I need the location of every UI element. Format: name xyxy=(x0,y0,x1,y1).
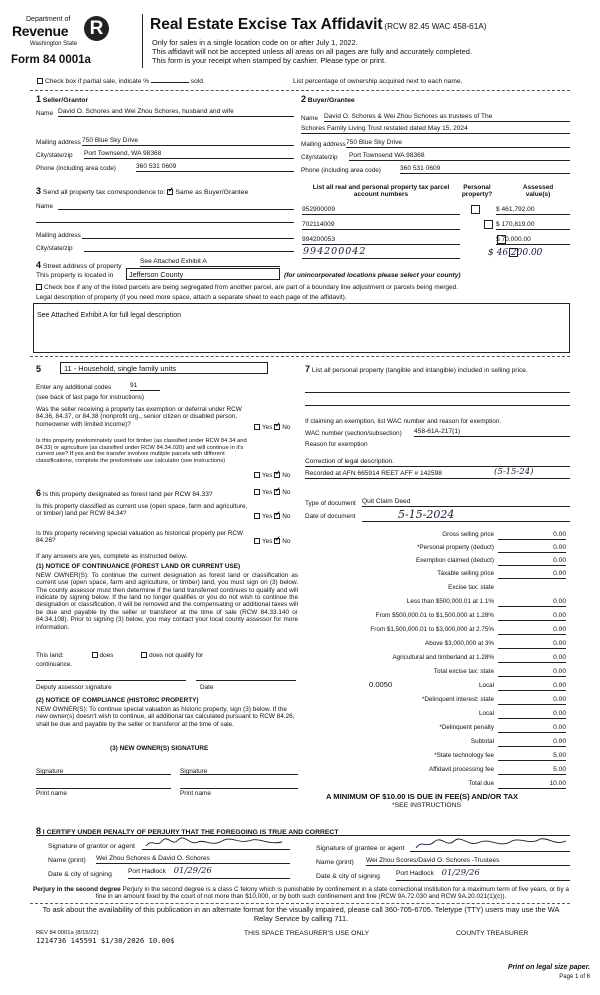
timber-question: Is this property predominately used for timber (as classified under RCW 84.34 and 84.33) or agriculture (as classified under RCW 84.34.020) and will continue in it's current use? If yes and the transfer involves multiple parcels with different classifications, complete the predominate use calculator (see instructions) xyxy=(36,438,247,464)
tax-row-label: Exemption claimed (deduct) xyxy=(415,557,494,564)
exemption-question: Was the seller receiving a property tax exemption or deferral under RCW 84.36, 84.37, or 84.38 (nonprofit org., senior citizen or disabled person, homeowner with limited income)? xyxy=(36,406,242,428)
exemption-yes-checkbox[interactable] xyxy=(254,424,260,430)
parcel-number-handwritten: 994200042 xyxy=(303,246,367,257)
forest-question: 6 Is this property designated as forest land per RCW 84.33? xyxy=(36,488,213,498)
notice2-body: NEW OWNER(S): To continue special valuation as historic property, sign (3) below. If the new owner(s) doesn't wish to continue, all additional tax calculated pursuant to RCW 84.26, shall be due and payable by the seller or transferor at the time of sale. xyxy=(36,706,295,728)
alt-format-note: To ask about the availability of this publication in an alternate format for the visually impaired, please call 360-705-6705. Teletype (TTY) users may use the WA Relay Service by calling 711. xyxy=(42,905,560,923)
see-instructions: *SEE INSTRUCTIONS xyxy=(392,802,462,809)
seller-phone-label: Phone (including area code) xyxy=(36,165,116,172)
seller-mail-label: Mailing address xyxy=(36,139,81,146)
buyer-name-field-1[interactable]: David O. Schores & Wei Zhou Schores as trustees of The xyxy=(324,113,570,122)
treasurer-stamp: 1214736 145591 $1/30/2026 10.00$ xyxy=(36,936,175,945)
buyer-mail-label: Mailing address xyxy=(301,141,346,148)
tax-row-label: *Delinquent penalty xyxy=(439,724,494,731)
minimum-due-note: A MINIMUM OF $10.00 IS DUE IN FEE(S) AND/OR TAX xyxy=(326,792,519,801)
tax-row-label: Total due xyxy=(468,780,494,787)
tax-row-label: Local xyxy=(478,710,494,717)
grantor-name-label: Name (print) xyxy=(48,857,86,864)
dor-dept-line2: Revenue xyxy=(12,23,69,39)
tax-row-value[interactable]: 10.00 xyxy=(498,780,566,789)
tax-row xyxy=(306,531,566,541)
tax-row xyxy=(306,682,566,692)
ownership-note: List percentage of ownership acquired next to each name. xyxy=(293,78,463,85)
new-owner-print-1[interactable] xyxy=(36,788,171,789)
section3-heading: 3 Send all property tax correspondence to:✓ Same as Buyer/Grantee xyxy=(36,186,248,197)
tax-row-label: Excise tax: state xyxy=(448,584,494,591)
section3-mail-label: Mailing address xyxy=(36,232,81,239)
this-land-line: This land: does does not qualify for xyxy=(36,652,204,659)
personal-property-heading: 7 List all personal property (tangible and intangible) included in selling price. xyxy=(305,364,528,374)
seller-phone-field[interactable]: 360 531 0609 xyxy=(136,163,294,172)
section3-name-field-2[interactable] xyxy=(36,222,294,223)
tax-row-value[interactable]: 0.00 xyxy=(498,626,566,635)
county-select[interactable]: Jefferson County xyxy=(126,268,280,280)
current-use-yes-no: Yes ✓ No xyxy=(254,513,290,520)
does-not-qualify-checkbox[interactable] xyxy=(141,652,147,658)
tax-row-value[interactable]: 0.00 xyxy=(498,598,566,607)
notice3-heading: (3) NEW OWNER(S) SIGNATURE xyxy=(110,745,209,752)
rev-label: REV 84 0001a (8/15/22) xyxy=(36,930,99,936)
tax-row xyxy=(306,612,566,622)
continuance-label: continuance. xyxy=(36,661,73,668)
current-use-question: Is this property classified as current use (open space, farm and agriculture, or timber) land per RCW 84.34? xyxy=(36,503,248,518)
section3-mail-field[interactable] xyxy=(82,238,294,239)
reason-label: Reason for exemption xyxy=(305,441,368,448)
forest-no-checkbox[interactable] xyxy=(274,489,280,495)
street-address-field[interactable]: See Attached Exhibit A xyxy=(140,258,280,267)
tax-row-value[interactable]: 0.00 xyxy=(498,682,566,691)
legal-desc-label: Legal description of property (if you need more space, attach a separate sheet to each page of the affidavit). xyxy=(36,294,347,301)
tax-row-value[interactable]: 0.00 xyxy=(498,696,566,705)
segregated-checkbox[interactable] xyxy=(36,284,42,290)
buyer-phone-label: Phone (including area code) xyxy=(301,167,381,174)
tax-row xyxy=(306,752,566,762)
seller-name-field[interactable]: David O. Schores and Wei Zhou Schores, husband and wife xyxy=(58,108,294,117)
parcel-number[interactable]: 952900009 xyxy=(302,206,460,215)
parcels-col3-header: Assessed value(s) xyxy=(522,184,554,199)
tax-row-value[interactable]: 0.00 xyxy=(498,738,566,747)
tax-row xyxy=(306,640,566,650)
print-name-label-2: Print name xyxy=(180,790,211,797)
section3-city-field[interactable] xyxy=(84,251,294,252)
tax-row-value[interactable]: 0.00 xyxy=(498,612,566,621)
parcel-number[interactable]: 702114009 xyxy=(302,221,460,230)
tax-row-label: Total excise tax: state xyxy=(433,668,494,675)
tax-row xyxy=(306,668,566,678)
header-divider xyxy=(142,14,143,68)
seller-name-label: Name xyxy=(36,110,54,117)
tax-row-value[interactable]: 0.00 xyxy=(498,544,566,553)
reason-field-2[interactable]: Recorded at AFN 665914 REET AFF # 142598 xyxy=(305,470,570,479)
tax-row-label: Less than $500,000.01 at 1.1% xyxy=(406,598,494,605)
additional-codes-label: Enter any additional codes xyxy=(36,384,112,391)
unincorp-note: (for unincorporated locations please select your county) xyxy=(284,272,461,279)
historic-yes-no: Yes ✓ No xyxy=(254,538,290,545)
current-use-no-checkbox[interactable] xyxy=(274,513,280,519)
notice1-heading: (1) NOTICE OF CONTINUANCE (FOREST LAND OR CURRENT USE) xyxy=(36,563,241,570)
personal-property-line-2[interactable] xyxy=(305,405,570,406)
grantee-date-field[interactable]: Port Hadlock 01/29/26 xyxy=(396,869,570,881)
parcel-value-handwritten: $ 46,200.00 xyxy=(488,248,543,258)
does-qualify-checkbox[interactable] xyxy=(92,652,98,658)
form-number: Form 84 0001a xyxy=(11,54,91,66)
tax-row-label: Affidavit processing fee xyxy=(429,766,494,773)
title-text: Real Estate Excise Tax Affidavit xyxy=(150,16,383,33)
section4-street: 4 Street address of property xyxy=(36,260,122,270)
deputy-signature-field[interactable] xyxy=(36,680,186,681)
tax-row xyxy=(306,626,566,636)
tax-row xyxy=(306,738,566,748)
tax-row-label: Local xyxy=(478,682,494,689)
title-rcw: (RCW 82.45 WAC 458-61A) xyxy=(384,22,487,31)
grantor-signature-icon xyxy=(142,836,290,850)
buyer-name-label: Name xyxy=(301,115,319,122)
seller-heading: 1 Seller/Grantor xyxy=(36,94,89,104)
parcel-value[interactable]: $ 170,819.00 xyxy=(496,221,570,230)
reason-field-1[interactable]: Correction of legal description. xyxy=(305,458,570,467)
dor-logo xyxy=(8,12,134,70)
legal-desc-field[interactable]: See Attached Exhibit A for full legal description xyxy=(33,303,570,353)
dor-dept-line3: Washington State xyxy=(30,41,78,47)
print-name-label-1: Print name xyxy=(36,790,67,797)
tax-row-value[interactable]: 0.00 xyxy=(498,710,566,719)
tax-row xyxy=(306,584,566,594)
buyer-phone-field[interactable]: 360 531 0609 xyxy=(400,165,570,174)
local-rate: 0.0050 xyxy=(369,680,393,689)
located-label: This property is located in xyxy=(36,272,114,279)
tax-row-label: *Personal property (deduct) xyxy=(416,544,494,551)
exempt-label: If claiming an exemption, list WAC number and reason for exemption. xyxy=(305,418,502,425)
parcel-value[interactable]: $ 461,792.00 xyxy=(496,206,570,215)
grantor-signature[interactable] xyxy=(142,836,290,850)
dashed-separator xyxy=(30,903,570,904)
tax-row-value[interactable]: 0.00 xyxy=(498,557,566,566)
tax-row xyxy=(306,710,566,720)
tax-row-value[interactable]: 5.00 xyxy=(498,766,566,775)
signature-label-1: Signature xyxy=(36,768,64,775)
new-owner-print-2[interactable] xyxy=(180,788,298,789)
tax-row-label: Above $3,000,000 at 3% xyxy=(425,640,494,647)
tax-row-label: *State technology fee xyxy=(434,752,494,759)
grantee-signature[interactable] xyxy=(410,836,570,852)
section3-name-label: Name xyxy=(36,203,54,210)
doc-date-label: Date of document xyxy=(305,513,356,520)
tax-row-label: Taxable selling price xyxy=(437,570,494,577)
personal-property-checkbox[interactable] xyxy=(484,220,493,229)
partial-percent-field[interactable] xyxy=(151,82,189,83)
grantor-sig-label: Signature of grantor or agent xyxy=(48,843,135,850)
grantee-name-field[interactable]: Wei Zhou Scores/David O. Schores -Trustees xyxy=(366,857,570,866)
perjury-note: Perjury in the second degree Perjury in the second degree is a class C felony which is punishable by confinement in a state correctional institution for a maximum term of five years, or by a fine in an amount fixed by the court of not more than $10,000, or by both such confinement and fine (RCW 9A.72.030 and RCW 9A.20.021(1)(c)). xyxy=(32,886,569,901)
tax-row xyxy=(306,696,566,706)
doc-type-field[interactable]: Quit Claim Deed xyxy=(362,498,570,507)
certify-line: 8 I CERTIFY UNDER PENALTY OF PERJURY THAT THE FOREGOING IS TRUE AND CORRECT xyxy=(36,826,339,836)
timber-yes-checkbox[interactable] xyxy=(254,472,260,478)
exemption-no-checkbox[interactable] xyxy=(274,424,280,430)
header-note-2: This affidavit will not be accepted unless all areas on all pages are fully and accurately completed. xyxy=(152,47,472,56)
tax-row-label: Agricultural and timberland at 1.28% xyxy=(392,654,494,661)
seller-city-field[interactable]: Port Townsend, WA 98368 xyxy=(84,150,294,159)
tax-row-value[interactable]: 0.00 xyxy=(498,668,566,677)
reason-handwritten-date: (5-15-24) xyxy=(494,467,534,477)
tax-row-label: Gross selling price xyxy=(442,531,494,538)
dor-dept-line1: Department of xyxy=(26,16,71,23)
use-code-select[interactable]: 11 - Household, single family units xyxy=(60,362,268,374)
tax-row xyxy=(306,766,566,776)
buyer-heading: 2 Buyer/Grantee xyxy=(301,94,355,104)
forest-yes-checkbox[interactable] xyxy=(254,489,260,495)
buyer-mail-field[interactable]: 750 Blue Sky Drive xyxy=(346,139,570,148)
if-yes-note: If any answers are yes, complete as instructed below. xyxy=(36,553,188,560)
same-as-buyer-checkbox[interactable] xyxy=(167,189,173,195)
grantee-sig-label: Signature of grantee or agent xyxy=(316,845,405,852)
county-treasurer: COUNTY TREASURER xyxy=(456,930,529,937)
grantee-signature-icon xyxy=(410,836,570,852)
tax-row xyxy=(306,780,566,790)
grantor-date-field[interactable]: Port Hadlock 01/29/26 xyxy=(128,867,290,879)
section5-number: 5 xyxy=(36,364,42,374)
signature-label-2: Signature xyxy=(180,768,208,775)
form-title xyxy=(150,16,486,34)
historic-no-checkbox[interactable] xyxy=(274,538,280,544)
section3-name-field[interactable] xyxy=(58,209,294,210)
tax-row xyxy=(306,654,566,664)
buyer-name-field-2[interactable]: Schores Family Living Trust restated dated May 15, 2024 xyxy=(301,125,570,134)
tax-row-value[interactable]: 0.00 xyxy=(498,640,566,649)
grantor-date-label: Date & city of signing xyxy=(48,871,112,878)
parcel-number[interactable]: 994200053 xyxy=(302,236,460,245)
segregated-line: Check box if any of the listed parcels are being segregated from another parcel, are part of a boundary line adjustment or parcels being merged. xyxy=(36,284,458,291)
buyer-city-label: City/state/zip xyxy=(301,154,338,161)
see-back-note: (see back of last page for instructions) xyxy=(36,394,144,401)
notice2-heading: (2) NOTICE OF COMPLIANCE (HISTORIC PROPERTY) xyxy=(36,697,199,704)
timber-yes-no: Yes ✓ No xyxy=(254,472,290,479)
historic-yes-checkbox[interactable] xyxy=(254,538,260,544)
tax-row-label: From $1,500,000.01 to $3,000,000 at 2.75% xyxy=(370,626,494,633)
parcels-col2-header: Personal property? xyxy=(461,184,493,199)
partial-sale xyxy=(37,78,205,86)
section3-city-label: City/state/zip xyxy=(36,245,73,252)
current-use-yes-checkbox[interactable] xyxy=(254,513,260,519)
forest-yes-no: Yes ✓ No xyxy=(254,489,290,496)
header-note-3: This form is your receipt when stamped by cashier. Please type or print. xyxy=(152,56,387,65)
page-number: Page 1 of 6 xyxy=(559,974,590,980)
seller-mail-field[interactable]: 750 Blue Sky Drive xyxy=(82,137,294,146)
tax-row-value[interactable]: 0.00 xyxy=(498,570,566,579)
parcels-col1-header: List all real and personal property tax parcel account numbers xyxy=(312,184,450,199)
deputy-date-label: Date xyxy=(200,684,214,691)
tax-row xyxy=(306,557,566,567)
timber-no-checkbox[interactable] xyxy=(274,472,280,478)
additional-codes-field[interactable]: 91 xyxy=(130,382,160,391)
grantor-name-field[interactable]: Wei Zhou Schores & David O. Schores xyxy=(96,855,290,864)
historic-question: Is this property receiving special valuation as historical property per RCW 84.26? xyxy=(36,530,244,545)
personal-property-checkbox[interactable] xyxy=(471,205,480,214)
deputy-date-field[interactable] xyxy=(196,680,296,681)
tax-row-value[interactable]: 0.00 xyxy=(498,531,566,540)
tax-row-label: From $500,000.01 to $1,500,000 at 1.28% xyxy=(375,612,494,619)
wac-label: WAC number (section/subsection) xyxy=(305,430,402,437)
tax-row xyxy=(306,724,566,734)
parcel-value[interactable]: $ 70,000.00 xyxy=(496,236,570,245)
wac-field[interactable]: 458-61A-217(1) xyxy=(414,428,570,437)
treasurer-only: THIS SPACE TREASURER'S USE ONLY xyxy=(244,930,370,937)
partial-sale-checkbox[interactable] xyxy=(37,78,43,84)
personal-property-line-1[interactable] xyxy=(305,392,570,393)
notice1-body: NEW OWNER(S): To continue the current designation as forest land or classification as current use (open space, farm and agriculture, or timber) land, you must sign on (3) below. The county assessor must then determine if the land transferred continues to qualify and will indicate by signing below. If the land no longer qualifies or you do not wish to continue the designation or classification, it will be removed and the compensating or additional taxes will be due and payable by the seller or transferor at the time of sale (RCW 84.33.140 or 84.34.108). Prior to signing (3) below, you may contact your local county assessor for more information. xyxy=(36,572,298,631)
legal-paper-note: Print on legal size paper. xyxy=(507,964,590,971)
parcel-row4-line xyxy=(302,258,460,259)
buyer-city-field[interactable]: Port Townsend WA 98368 xyxy=(349,152,570,161)
dashed-separator xyxy=(30,356,570,357)
tax-row xyxy=(306,544,566,554)
doc-date-field[interactable]: 5-15-2024 xyxy=(362,509,570,522)
tax-row-value[interactable]: 0.00 xyxy=(498,654,566,663)
grantee-date-label: Date & city of signing xyxy=(316,873,380,880)
grantee-name-label: Name (print) xyxy=(316,859,354,866)
partial-sold-label: sold. xyxy=(190,78,205,85)
seller-city-label: City/state/zip xyxy=(36,152,73,159)
deputy-label: Deputy assessor signature xyxy=(36,684,112,691)
partial-label: Check box if partial sale, indicate % xyxy=(45,78,150,85)
tax-row xyxy=(306,570,566,580)
tax-row-value[interactable]: 5.00 xyxy=(498,752,566,761)
tax-row-label: Subtotal xyxy=(470,738,494,745)
exemption-yes-no: Yes ✓ No xyxy=(254,424,290,431)
tax-row-value[interactable]: 0.00 xyxy=(498,724,566,733)
header-note-1: Only for sales in a single location code on or after July 1, 2022. xyxy=(152,38,358,47)
dashed-separator xyxy=(30,90,570,91)
doc-type-label: Type of document xyxy=(305,500,356,507)
revenue-r-icon: R xyxy=(84,16,109,41)
tax-row xyxy=(306,598,566,608)
tax-row-label: *Delinquent interest: state xyxy=(421,696,494,703)
